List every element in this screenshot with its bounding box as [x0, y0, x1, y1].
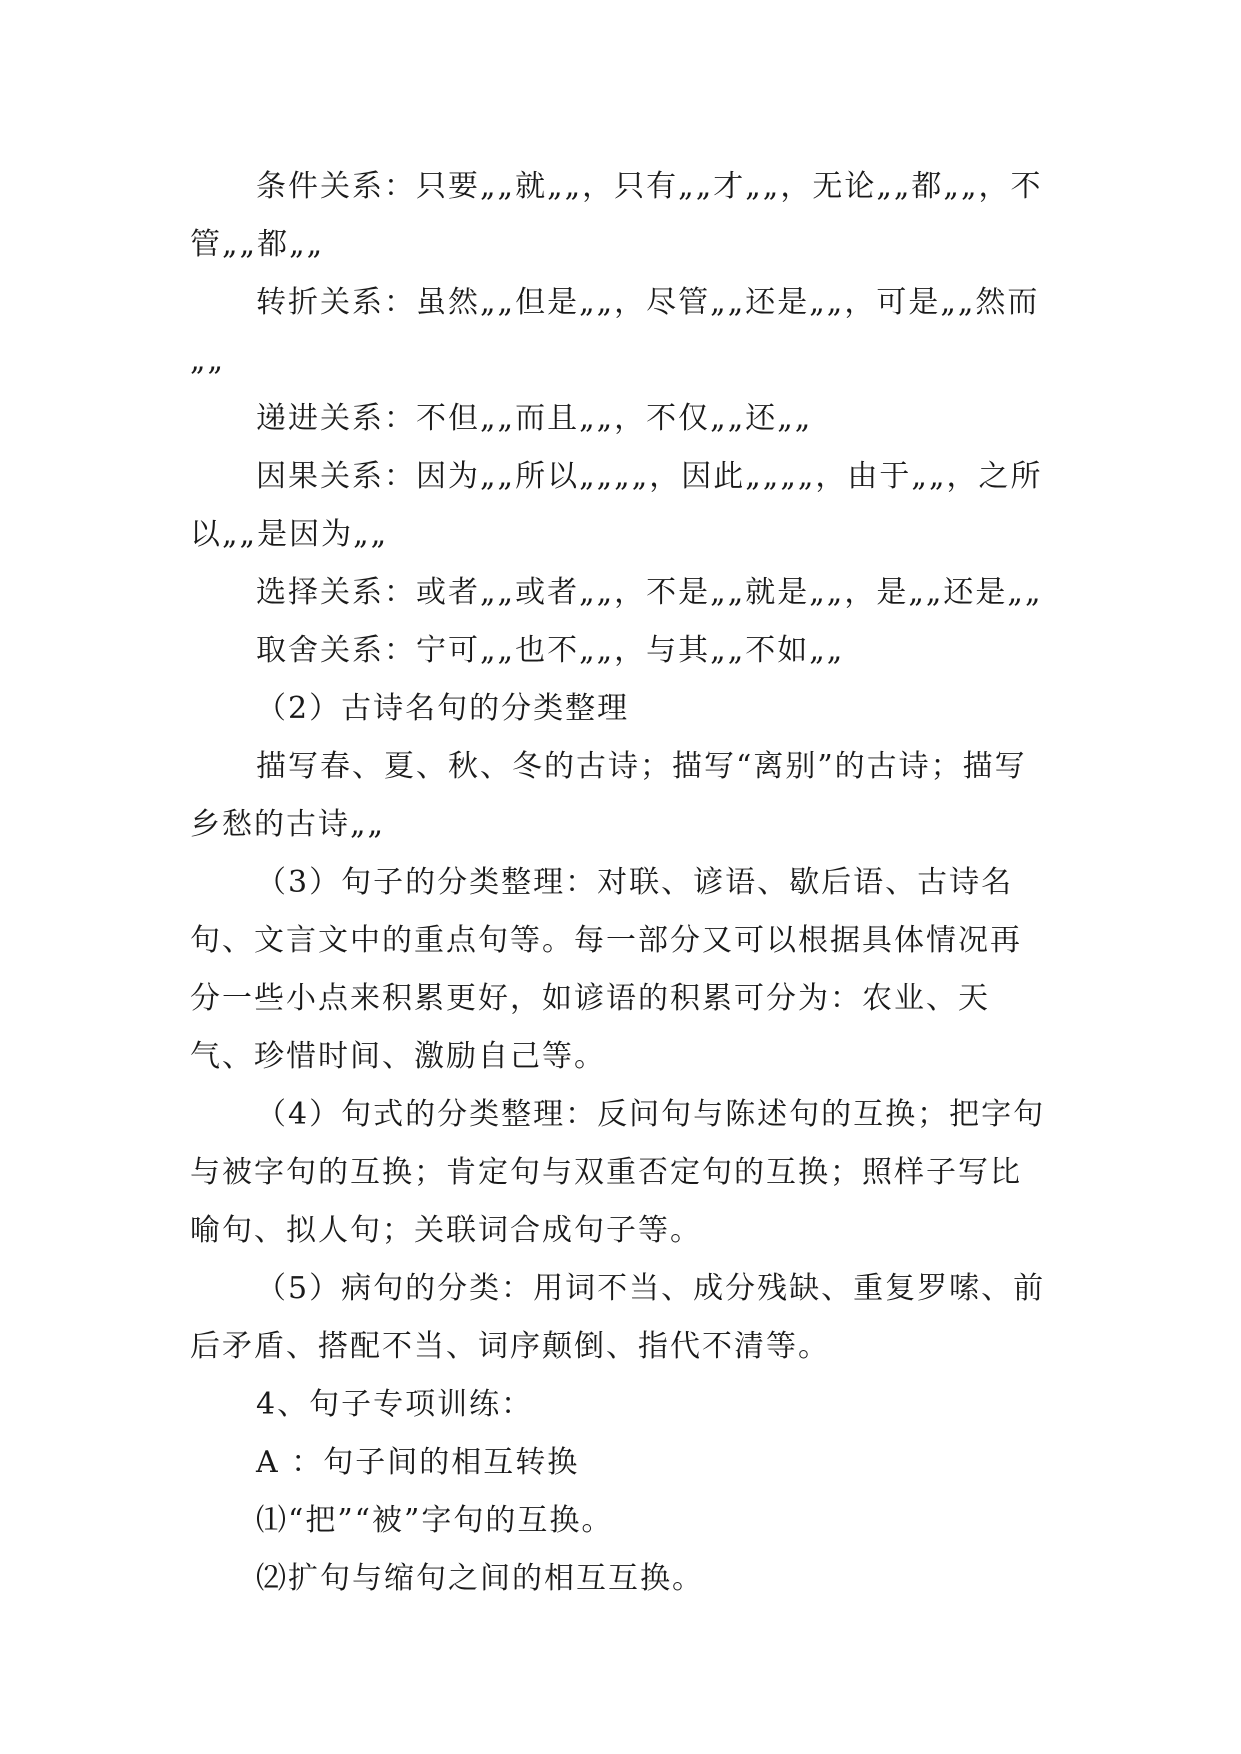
document-body	[190, 158, 1050, 1608]
paragraph-preference-relation: 取舍关系：宁可„„也不„„，与其„„不如„„	[256, 633, 845, 668]
section-heading-sentence-training: 4、句子专项训练：	[256, 1387, 534, 1422]
subheading-sentence-conversion: A ：句子间的相互转换	[256, 1445, 580, 1480]
paragraph-sentence-patterns: （4）句式的分类整理：反问句与陈述句的互换；把字句与被字句的互换；肯定句与双重否定句的互换；照样子写比喻句、拟人句；关联词合成句子等。	[190, 1097, 1046, 1248]
paragraph-alternative-relation: 选择关系：或者„„或者„„，不是„„就是„„，是„„还是„„	[256, 575, 1043, 610]
paragraph-adversative-relation: 转折关系：虽然„„但是„„，尽管„„还是„„，可是„„然而„„	[190, 285, 1040, 378]
section-heading-poems: （2）古诗名句的分类整理	[256, 691, 630, 726]
paragraph-conditional-relation: 条件关系：只要„„就„„，只有„„才„„，无论„„都„„，不管„„都„„	[190, 169, 1043, 262]
paragraph-causal-relation: 因果关系：因为„„所以„„„„，因此„„„„，由于„„，之所以„„是因为„„	[190, 459, 1043, 552]
list-item-expand-shrink: ⑵扩句与缩句之间的相互互换。	[256, 1561, 704, 1596]
paragraph-sentence-categories: （3）句子的分类整理：对联、谚语、歇后语、古诗名句、文言文中的重点句等。每一部分又可以根据具体情况再分一些小点来积累更好，如谚语的积累可分为：农业、天气、珍惜时间、激励自己等。	[190, 865, 1022, 1074]
paragraph-progressive-relation: 递进关系：不但„„而且„„，不仅„„还„„	[256, 401, 813, 436]
list-item-ba-bei: ⑴“把”“被”字句的互换。	[256, 1503, 614, 1538]
paragraph-poem-categories: 描写春、夏、秋、冬的古诗；描写“离别”的古诗；描写乡愁的古诗„„	[190, 749, 1027, 842]
paragraph-faulty-sentences: （5）病句的分类：用词不当、成分残缺、重复罗嗦、前后矛盾、搭配不当、词序颠倒、指代不清等。	[190, 1271, 1046, 1364]
